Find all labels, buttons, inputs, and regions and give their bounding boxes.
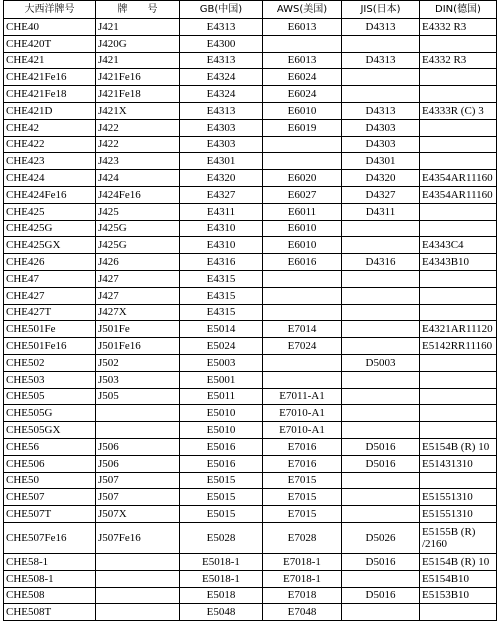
grade-cell: J501Fe16 bbox=[96, 338, 180, 355]
gb-cell: E4324 bbox=[180, 86, 263, 103]
din-cell: E4343C4 bbox=[420, 237, 497, 254]
din-cell: E5154B10 bbox=[420, 570, 497, 587]
table-row bbox=[4, 102, 497, 119]
atlantic-grade-cell: CHE501Fe bbox=[4, 321, 96, 338]
gb-cell: E4315 bbox=[180, 287, 263, 304]
aws-cell: E7018 bbox=[263, 587, 342, 604]
atlantic-grade-cell: CHE40 bbox=[4, 19, 96, 36]
header-gb-china: GB(中国) bbox=[180, 1, 263, 19]
gb-cell: E5024 bbox=[180, 338, 263, 355]
grade-cell: J507 bbox=[96, 472, 180, 489]
aws-cell: E6019 bbox=[263, 119, 342, 136]
table-row bbox=[4, 254, 497, 271]
table-row bbox=[4, 270, 497, 287]
jis-cell: D4320 bbox=[342, 170, 420, 187]
atlantic-grade-cell: CHE50 bbox=[4, 472, 96, 489]
gb-cell: E5016 bbox=[180, 455, 263, 472]
grade-cell: J420G bbox=[96, 35, 180, 52]
gb-cell: E5014 bbox=[180, 321, 263, 338]
grade-cell: J421X bbox=[96, 102, 180, 119]
aws-cell: E6020 bbox=[263, 170, 342, 187]
grade-cell: J505 bbox=[96, 388, 180, 405]
din-cell bbox=[420, 220, 497, 237]
aws-cell: E7018-1 bbox=[263, 570, 342, 587]
table-row bbox=[4, 354, 497, 371]
atlantic-grade-cell: CHE507 bbox=[4, 489, 96, 506]
din-cell: E5155B (R) /2160 bbox=[420, 522, 497, 553]
aws-cell bbox=[263, 35, 342, 52]
table-row bbox=[4, 119, 497, 136]
header-din-germany: DIN(德国) bbox=[420, 1, 497, 19]
atlantic-grade-cell: CHE423 bbox=[4, 153, 96, 170]
gb-cell: E4315 bbox=[180, 270, 263, 287]
gb-cell: E4320 bbox=[180, 170, 263, 187]
grade-cell: J501Fe bbox=[96, 321, 180, 338]
din-cell bbox=[420, 136, 497, 153]
jis-cell: D5003 bbox=[342, 354, 420, 371]
table-row bbox=[4, 287, 497, 304]
jis-cell bbox=[342, 489, 420, 506]
jis-cell: D4316 bbox=[342, 254, 420, 271]
jis-cell bbox=[342, 405, 420, 422]
aws-cell: E7014 bbox=[263, 321, 342, 338]
jis-cell bbox=[342, 506, 420, 523]
gb-cell: E5015 bbox=[180, 506, 263, 523]
table-row bbox=[4, 489, 497, 506]
grade-cell bbox=[96, 405, 180, 422]
grade-cell bbox=[96, 604, 180, 621]
jis-cell: D5016 bbox=[342, 455, 420, 472]
jis-cell bbox=[342, 422, 420, 439]
jis-cell bbox=[342, 570, 420, 587]
grade-comparison-table bbox=[3, 0, 497, 621]
jis-cell bbox=[342, 472, 420, 489]
din-cell bbox=[420, 69, 497, 86]
table-row bbox=[4, 153, 497, 170]
gb-cell: E5048 bbox=[180, 604, 263, 621]
gb-cell: E4316 bbox=[180, 254, 263, 271]
aws-cell: E6013 bbox=[263, 52, 342, 69]
gb-cell: E5015 bbox=[180, 472, 263, 489]
table-row bbox=[4, 52, 497, 69]
table-row bbox=[4, 388, 497, 405]
jis-cell: D4301 bbox=[342, 153, 420, 170]
din-cell bbox=[420, 422, 497, 439]
din-cell: E4332 R3 bbox=[420, 52, 497, 69]
grade-cell: J427 bbox=[96, 270, 180, 287]
grade-cell: J421 bbox=[96, 19, 180, 36]
atlantic-grade-cell: CHE425GX bbox=[4, 237, 96, 254]
jis-cell bbox=[342, 220, 420, 237]
grade-cell: J427 bbox=[96, 287, 180, 304]
atlantic-grade-cell: CHE421D bbox=[4, 102, 96, 119]
atlantic-grade-cell: CHE508 bbox=[4, 587, 96, 604]
aws-cell: E7016 bbox=[263, 455, 342, 472]
header-atlantic-grade: 大西洋牌号 bbox=[4, 1, 96, 19]
gb-cell: E4324 bbox=[180, 69, 263, 86]
table-row bbox=[4, 186, 497, 203]
aws-cell: E7048 bbox=[263, 604, 342, 621]
table-row bbox=[4, 422, 497, 439]
atlantic-grade-cell: CHE56 bbox=[4, 438, 96, 455]
din-cell bbox=[420, 405, 497, 422]
atlantic-grade-cell: CHE505GX bbox=[4, 422, 96, 439]
grade-cell: J503 bbox=[96, 371, 180, 388]
table-row bbox=[4, 19, 497, 36]
atlantic-grade-cell: CHE425G bbox=[4, 220, 96, 237]
grade-cell bbox=[96, 587, 180, 604]
gb-cell: E4310 bbox=[180, 220, 263, 237]
table-row bbox=[4, 86, 497, 103]
din-cell bbox=[420, 304, 497, 321]
din-cell bbox=[420, 35, 497, 52]
grade-cell: J506 bbox=[96, 438, 180, 455]
atlantic-grade-cell: CHE424Fe16 bbox=[4, 186, 96, 203]
din-cell: E5153B10 bbox=[420, 587, 497, 604]
din-cell bbox=[420, 604, 497, 621]
din-cell bbox=[420, 119, 497, 136]
atlantic-grade-cell: CHE506 bbox=[4, 455, 96, 472]
jis-cell: D4303 bbox=[342, 119, 420, 136]
grade-cell: J425 bbox=[96, 203, 180, 220]
grade-cell: J425G bbox=[96, 237, 180, 254]
atlantic-grade-cell: CHE58-1 bbox=[4, 553, 96, 570]
atlantic-grade-cell: CHE501Fe16 bbox=[4, 338, 96, 355]
din-cell: E51431310 bbox=[420, 455, 497, 472]
header-grade: 牌 号 bbox=[96, 1, 180, 19]
atlantic-grade-cell: CHE427 bbox=[4, 287, 96, 304]
table-row bbox=[4, 472, 497, 489]
din-cell: E4354AR11160 bbox=[420, 170, 497, 187]
atlantic-grade-cell: CHE502 bbox=[4, 354, 96, 371]
table-row bbox=[4, 35, 497, 52]
gb-cell: E4311 bbox=[180, 203, 263, 220]
aws-cell: E6016 bbox=[263, 254, 342, 271]
header-jis-japan: JIS(日本) bbox=[342, 1, 420, 19]
atlantic-grade-cell: CHE426 bbox=[4, 254, 96, 271]
atlantic-grade-cell: CHE424 bbox=[4, 170, 96, 187]
gb-cell: E5011 bbox=[180, 388, 263, 405]
gb-cell: E5010 bbox=[180, 422, 263, 439]
table-row bbox=[4, 136, 497, 153]
gb-cell: E4313 bbox=[180, 102, 263, 119]
aws-cell: E7018-1 bbox=[263, 553, 342, 570]
table-row bbox=[4, 237, 497, 254]
din-cell bbox=[420, 287, 497, 304]
welding-rod-comparison-sheet bbox=[3, 0, 496, 621]
grade-cell: J421Fe16 bbox=[96, 69, 180, 86]
gb-cell: E4303 bbox=[180, 136, 263, 153]
aws-cell bbox=[263, 371, 342, 388]
table-row bbox=[4, 553, 497, 570]
table-row bbox=[4, 338, 497, 355]
din-cell bbox=[420, 354, 497, 371]
grade-cell: J421 bbox=[96, 52, 180, 69]
din-cell bbox=[420, 371, 497, 388]
grade-cell bbox=[96, 570, 180, 587]
atlantic-grade-cell: CHE425 bbox=[4, 203, 96, 220]
jis-cell bbox=[342, 237, 420, 254]
grade-cell: J424 bbox=[96, 170, 180, 187]
atlantic-grade-cell: CHE508-1 bbox=[4, 570, 96, 587]
gb-cell: E4301 bbox=[180, 153, 263, 170]
grade-cell: J427X bbox=[96, 304, 180, 321]
table-row bbox=[4, 570, 497, 587]
jis-cell bbox=[342, 69, 420, 86]
aws-cell: E6013 bbox=[263, 19, 342, 36]
aws-cell: E7015 bbox=[263, 489, 342, 506]
atlantic-grade-cell: CHE421Fe18 bbox=[4, 86, 96, 103]
jis-cell bbox=[342, 35, 420, 52]
jis-cell bbox=[342, 287, 420, 304]
aws-cell: E7010-A1 bbox=[263, 405, 342, 422]
atlantic-grade-cell: CHE422 bbox=[4, 136, 96, 153]
atlantic-grade-cell: CHE420T bbox=[4, 35, 96, 52]
grade-cell: J507 bbox=[96, 489, 180, 506]
aws-cell: E7028 bbox=[263, 522, 342, 553]
aws-cell: E7024 bbox=[263, 338, 342, 355]
table-row bbox=[4, 69, 497, 86]
gb-cell: E5028 bbox=[180, 522, 263, 553]
jis-cell bbox=[342, 338, 420, 355]
gb-cell: E5001 bbox=[180, 371, 263, 388]
atlantic-grade-cell: CHE42 bbox=[4, 119, 96, 136]
din-cell: E4354AR11160 bbox=[420, 186, 497, 203]
table-row bbox=[4, 522, 497, 553]
jis-cell: D5026 bbox=[342, 522, 420, 553]
gb-cell: E4315 bbox=[180, 304, 263, 321]
aws-cell: E7016 bbox=[263, 438, 342, 455]
grade-cell: J421Fe18 bbox=[96, 86, 180, 103]
grade-cell bbox=[96, 553, 180, 570]
aws-cell: E6024 bbox=[263, 86, 342, 103]
atlantic-grade-cell: CHE421 bbox=[4, 52, 96, 69]
gb-cell: E4310 bbox=[180, 237, 263, 254]
din-cell bbox=[420, 153, 497, 170]
table-row bbox=[4, 438, 497, 455]
grade-cell bbox=[96, 422, 180, 439]
jis-cell bbox=[342, 388, 420, 405]
table-row bbox=[4, 321, 497, 338]
jis-cell: D4313 bbox=[342, 52, 420, 69]
table-row bbox=[4, 304, 497, 321]
grade-cell: J426 bbox=[96, 254, 180, 271]
jis-cell: D4313 bbox=[342, 19, 420, 36]
table-row bbox=[4, 604, 497, 621]
din-cell: E4333R (C) 3 bbox=[420, 102, 497, 119]
jis-cell bbox=[342, 270, 420, 287]
aws-cell: E7015 bbox=[263, 506, 342, 523]
header-aws-usa: AWS(美国) bbox=[263, 1, 342, 19]
aws-cell: E6027 bbox=[263, 186, 342, 203]
jis-cell: D4327 bbox=[342, 186, 420, 203]
table-row bbox=[4, 506, 497, 523]
aws-cell bbox=[263, 354, 342, 371]
atlantic-grade-cell: CHE508T bbox=[4, 604, 96, 621]
table-header-row bbox=[4, 1, 497, 19]
atlantic-grade-cell: CHE503 bbox=[4, 371, 96, 388]
gb-cell: E5018-1 bbox=[180, 570, 263, 587]
grade-cell: J422 bbox=[96, 119, 180, 136]
din-cell: E5142RR11160 bbox=[420, 338, 497, 355]
gb-cell: E5015 bbox=[180, 489, 263, 506]
atlantic-grade-cell: CHE421Fe16 bbox=[4, 69, 96, 86]
aws-cell: E7015 bbox=[263, 472, 342, 489]
jis-cell bbox=[342, 604, 420, 621]
grade-cell: J507Fe16 bbox=[96, 522, 180, 553]
jis-cell: D5016 bbox=[342, 587, 420, 604]
aws-cell: E6010 bbox=[263, 237, 342, 254]
gb-cell: E5010 bbox=[180, 405, 263, 422]
din-cell: E4343B10 bbox=[420, 254, 497, 271]
gb-cell: E4327 bbox=[180, 186, 263, 203]
atlantic-grade-cell: CHE505G bbox=[4, 405, 96, 422]
gb-cell: E4313 bbox=[180, 19, 263, 36]
table-row bbox=[4, 405, 497, 422]
din-cell bbox=[420, 388, 497, 405]
gb-cell: E5018 bbox=[180, 587, 263, 604]
aws-cell: E6024 bbox=[263, 69, 342, 86]
atlantic-grade-cell: CHE505 bbox=[4, 388, 96, 405]
grade-cell: J425G bbox=[96, 220, 180, 237]
din-cell bbox=[420, 203, 497, 220]
gb-cell: E4303 bbox=[180, 119, 263, 136]
grade-cell: J423 bbox=[96, 153, 180, 170]
aws-cell bbox=[263, 287, 342, 304]
gb-cell: E4300 bbox=[180, 35, 263, 52]
aws-cell: E7010-A1 bbox=[263, 422, 342, 439]
jis-cell: D4303 bbox=[342, 136, 420, 153]
aws-cell bbox=[263, 136, 342, 153]
din-cell: E4332 R3 bbox=[420, 19, 497, 36]
table-row bbox=[4, 220, 497, 237]
atlantic-grade-cell: CHE427T bbox=[4, 304, 96, 321]
grade-cell: J506 bbox=[96, 455, 180, 472]
atlantic-grade-cell: CHE47 bbox=[4, 270, 96, 287]
atlantic-grade-cell: CHE507Fe16 bbox=[4, 522, 96, 553]
gb-cell: E5016 bbox=[180, 438, 263, 455]
jis-cell: D5016 bbox=[342, 438, 420, 455]
table-row bbox=[4, 203, 497, 220]
aws-cell: E7011-A1 bbox=[263, 388, 342, 405]
din-cell: E51551310 bbox=[420, 506, 497, 523]
atlantic-grade-cell: CHE507T bbox=[4, 506, 96, 523]
jis-cell: D4311 bbox=[342, 203, 420, 220]
gb-cell: E5003 bbox=[180, 354, 263, 371]
din-cell: E4321AR11120 bbox=[420, 321, 497, 338]
table-row bbox=[4, 371, 497, 388]
din-cell: E51551310 bbox=[420, 489, 497, 506]
grade-cell: J502 bbox=[96, 354, 180, 371]
table-row bbox=[4, 455, 497, 472]
jis-cell bbox=[342, 321, 420, 338]
grade-cell: J424Fe16 bbox=[96, 186, 180, 203]
aws-cell bbox=[263, 270, 342, 287]
grade-cell: J507X bbox=[96, 506, 180, 523]
jis-cell bbox=[342, 371, 420, 388]
aws-cell: E6011 bbox=[263, 203, 342, 220]
aws-cell bbox=[263, 153, 342, 170]
grade-cell: J422 bbox=[96, 136, 180, 153]
table-row bbox=[4, 170, 497, 187]
aws-cell: E6010 bbox=[263, 102, 342, 119]
din-cell bbox=[420, 86, 497, 103]
jis-cell: D5016 bbox=[342, 553, 420, 570]
jis-cell: D4313 bbox=[342, 102, 420, 119]
din-cell bbox=[420, 472, 497, 489]
jis-cell bbox=[342, 86, 420, 103]
din-cell bbox=[420, 270, 497, 287]
din-cell: E5154B (R) 10 bbox=[420, 553, 497, 570]
jis-cell bbox=[342, 304, 420, 321]
table-row bbox=[4, 587, 497, 604]
gb-cell: E5018-1 bbox=[180, 553, 263, 570]
gb-cell: E4313 bbox=[180, 52, 263, 69]
din-cell: E5154B (R) 10 bbox=[420, 438, 497, 455]
aws-cell: E6010 bbox=[263, 220, 342, 237]
aws-cell bbox=[263, 304, 342, 321]
